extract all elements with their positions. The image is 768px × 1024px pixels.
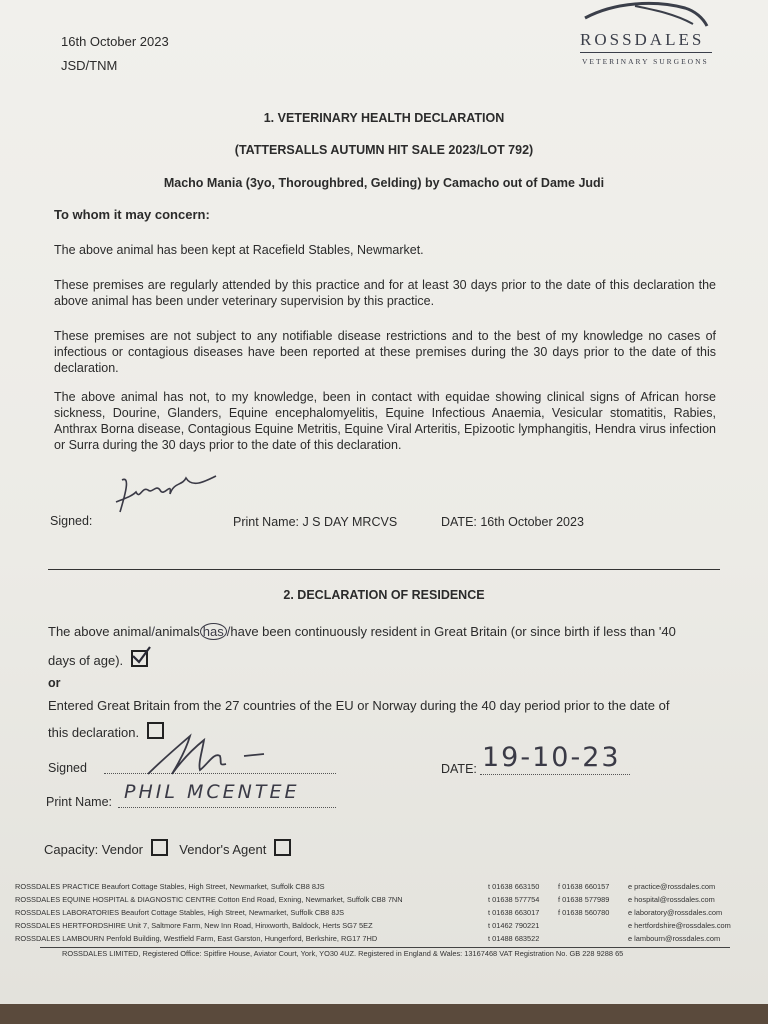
horse-description: Macho Mania (3yo, Thoroughbred, Gelding) by Camacho out of Dame Judi	[163, 176, 605, 190]
rossdales-logo	[575, 0, 725, 70]
footer-row-hospital: ROSSDALES EQUINE HOSPITAL & DIAGNOSTIC CENTRE Cotton End Road, Exning, Newmarket, Suffolk CB8 7NN	[15, 895, 403, 904]
vendor-date-value: 19-10-23	[482, 742, 621, 773]
section1-title: 1. VETERINARY HEALTH DECLARATION	[263, 111, 505, 125]
email-laboratories[interactable]: e laboratory@rossdales.com	[628, 908, 723, 917]
phone-lambourn[interactable]: t 01488 683522	[488, 934, 540, 943]
vet-signed-label: Signed:	[50, 514, 93, 528]
paragraph-contact: The above animal has not, to my knowledge, been in contact with equidae showing clinical signs of African horse sickness, Dourine, Glanders, Equine encephalomyelitis, Equine Infectious Anaemia, Vesicular stomatitis, Rabies, Anthrax Borna disease, Contagious Equine Metritis, Equine Viral Arteritis, Epizootic lymphangitis, Hendra virus infection or Surra during the 30 days prior to the date of this declaration.	[54, 390, 716, 452]
paragraph-restrictions: These premises are not subject to any notifiable disease restrictions and to the best of my knowledge no cases of infectious or contagious diseases have been reported at these premises during the 30 days prior to the date of this declaration.	[54, 329, 716, 375]
logo-name: ROSSDALES	[580, 30, 705, 49]
letter-date: 16th October 2023	[61, 34, 169, 49]
entered-declaration-text: this declaration.	[48, 725, 140, 740]
reference-code: JSD/TNM	[61, 58, 118, 73]
footer-row-practice: ROSSDALES PRACTICE Beaufort Cottage Stables, High Street, Newmarket, Suffolk CB8 8JS	[15, 882, 325, 891]
footer-divider	[40, 947, 730, 948]
fax-laboratories: f 01638 560780	[558, 908, 610, 917]
phone-practice[interactable]: t 01638 663150	[488, 882, 540, 891]
capacity-vendor-label: Capacity: Vendor	[44, 842, 144, 857]
phone-laboratories[interactable]: t 01638 663017	[488, 908, 540, 917]
residence-line-1: The above animal/animals has /have been continuously resident in Great Britain (or since birth if less than '40	[48, 624, 676, 639]
vendors-agent-checkbox[interactable]	[274, 839, 291, 856]
entered-line-1: Entered Great Britain from the 27 countries of the EU or Norway during the 40 day period prior to the date of	[48, 698, 670, 713]
vendor-signature	[142, 730, 282, 780]
email-practice[interactable]: e practice@rossdales.com	[628, 882, 716, 891]
vendor-print-name-value: PHIL MCENTEE	[124, 781, 300, 803]
section-divider	[48, 569, 720, 570]
vet-declaration-date: DATE: 16th October 2023	[441, 515, 584, 529]
paragraph-premises: The above animal has been kept at Racefield Stables, Newmarket.	[54, 243, 424, 257]
registered-office: ROSSDALES LIMITED, Registered Office: Spitfire House, Aviator Court, York, YO30 4UZ. Registered in England & Wales: 13167468 VAT Registration No. GB 228 9288 65	[62, 949, 624, 958]
section2-title: 2. DECLARATION OF RESIDENCE	[283, 588, 485, 602]
phone-hospital[interactable]: t 01638 577754	[488, 895, 540, 904]
residence-days-text: days of age).	[48, 653, 124, 668]
vendors-agent-label: Vendor's Agent	[179, 842, 267, 857]
vet-print-name: Print Name: J S DAY MRCVS	[233, 515, 398, 529]
check-mark-icon	[131, 646, 151, 666]
capacity-row	[44, 839, 291, 857]
residence-line-2	[48, 650, 148, 668]
vet-signature	[112, 472, 232, 522]
email-hospital[interactable]: e hospital@rossdales.com	[628, 895, 715, 904]
residence-animals-text: animals	[154, 624, 200, 639]
vendor-date-line[interactable]	[480, 773, 630, 775]
vendor-signed-label: Signed	[48, 761, 87, 775]
horse-logo-icon	[575, 0, 725, 30]
vendor-checkbox[interactable]	[151, 839, 168, 856]
resident-checkbox[interactable]	[131, 650, 148, 667]
residence-have-text: have been continuously resident in Great Britain (or since birth if less than '40	[230, 624, 676, 639]
vendor-print-name-label: Print Name:	[46, 795, 112, 809]
sale-lot: (TATTERSALLS AUTUMN HIT SALE 2023/LOT 792)	[234, 143, 534, 157]
vendor-print-name-line[interactable]	[118, 806, 336, 808]
footer-row-laboratories: ROSSDALES LABORATORIES Beaufort Cottage Stables, High Street, Newmarket, Suffolk CB8 8JS	[15, 908, 345, 917]
email-lambourn[interactable]: e lambourn@rossdales.com	[628, 934, 721, 943]
footer-row-lambourn: ROSSDALES LAMBOURN Penfold Building, Westfield Farm, East Garston, Hungerford, Berkshire, RG17 7HD	[15, 934, 378, 943]
vendor-date-label: DATE:	[441, 762, 477, 776]
fax-practice: f 01638 660157	[558, 882, 610, 891]
logo-divider	[580, 52, 712, 53]
fax-hospital: f 01638 577989	[558, 895, 610, 904]
residence-animal-text: The above animal	[48, 624, 152, 639]
paragraph-supervision: These premises are regularly attended by this practice and for at least 30 days prior to the date of this declaration the above animal has been under veterinary supervision by this practice.	[54, 278, 716, 308]
salutation: To whom it may concern:	[54, 207, 210, 222]
or-separator: or	[48, 676, 61, 690]
email-hertfordshire[interactable]: e hertfordshire@rossdales.com	[628, 921, 731, 930]
residence-has-circled: has	[200, 623, 227, 640]
footer-row-hertfordshire: ROSSDALES HERTFORDSHIRE Unit 7, Saltmore Farm, New Inn Road, Hinxworth, Baldock, Herts SG7 5EZ	[15, 921, 373, 930]
phone-hertfordshire[interactable]: t 01462 790221	[488, 921, 540, 930]
logo-tagline: VETERINARY SURGEONS	[582, 57, 709, 66]
